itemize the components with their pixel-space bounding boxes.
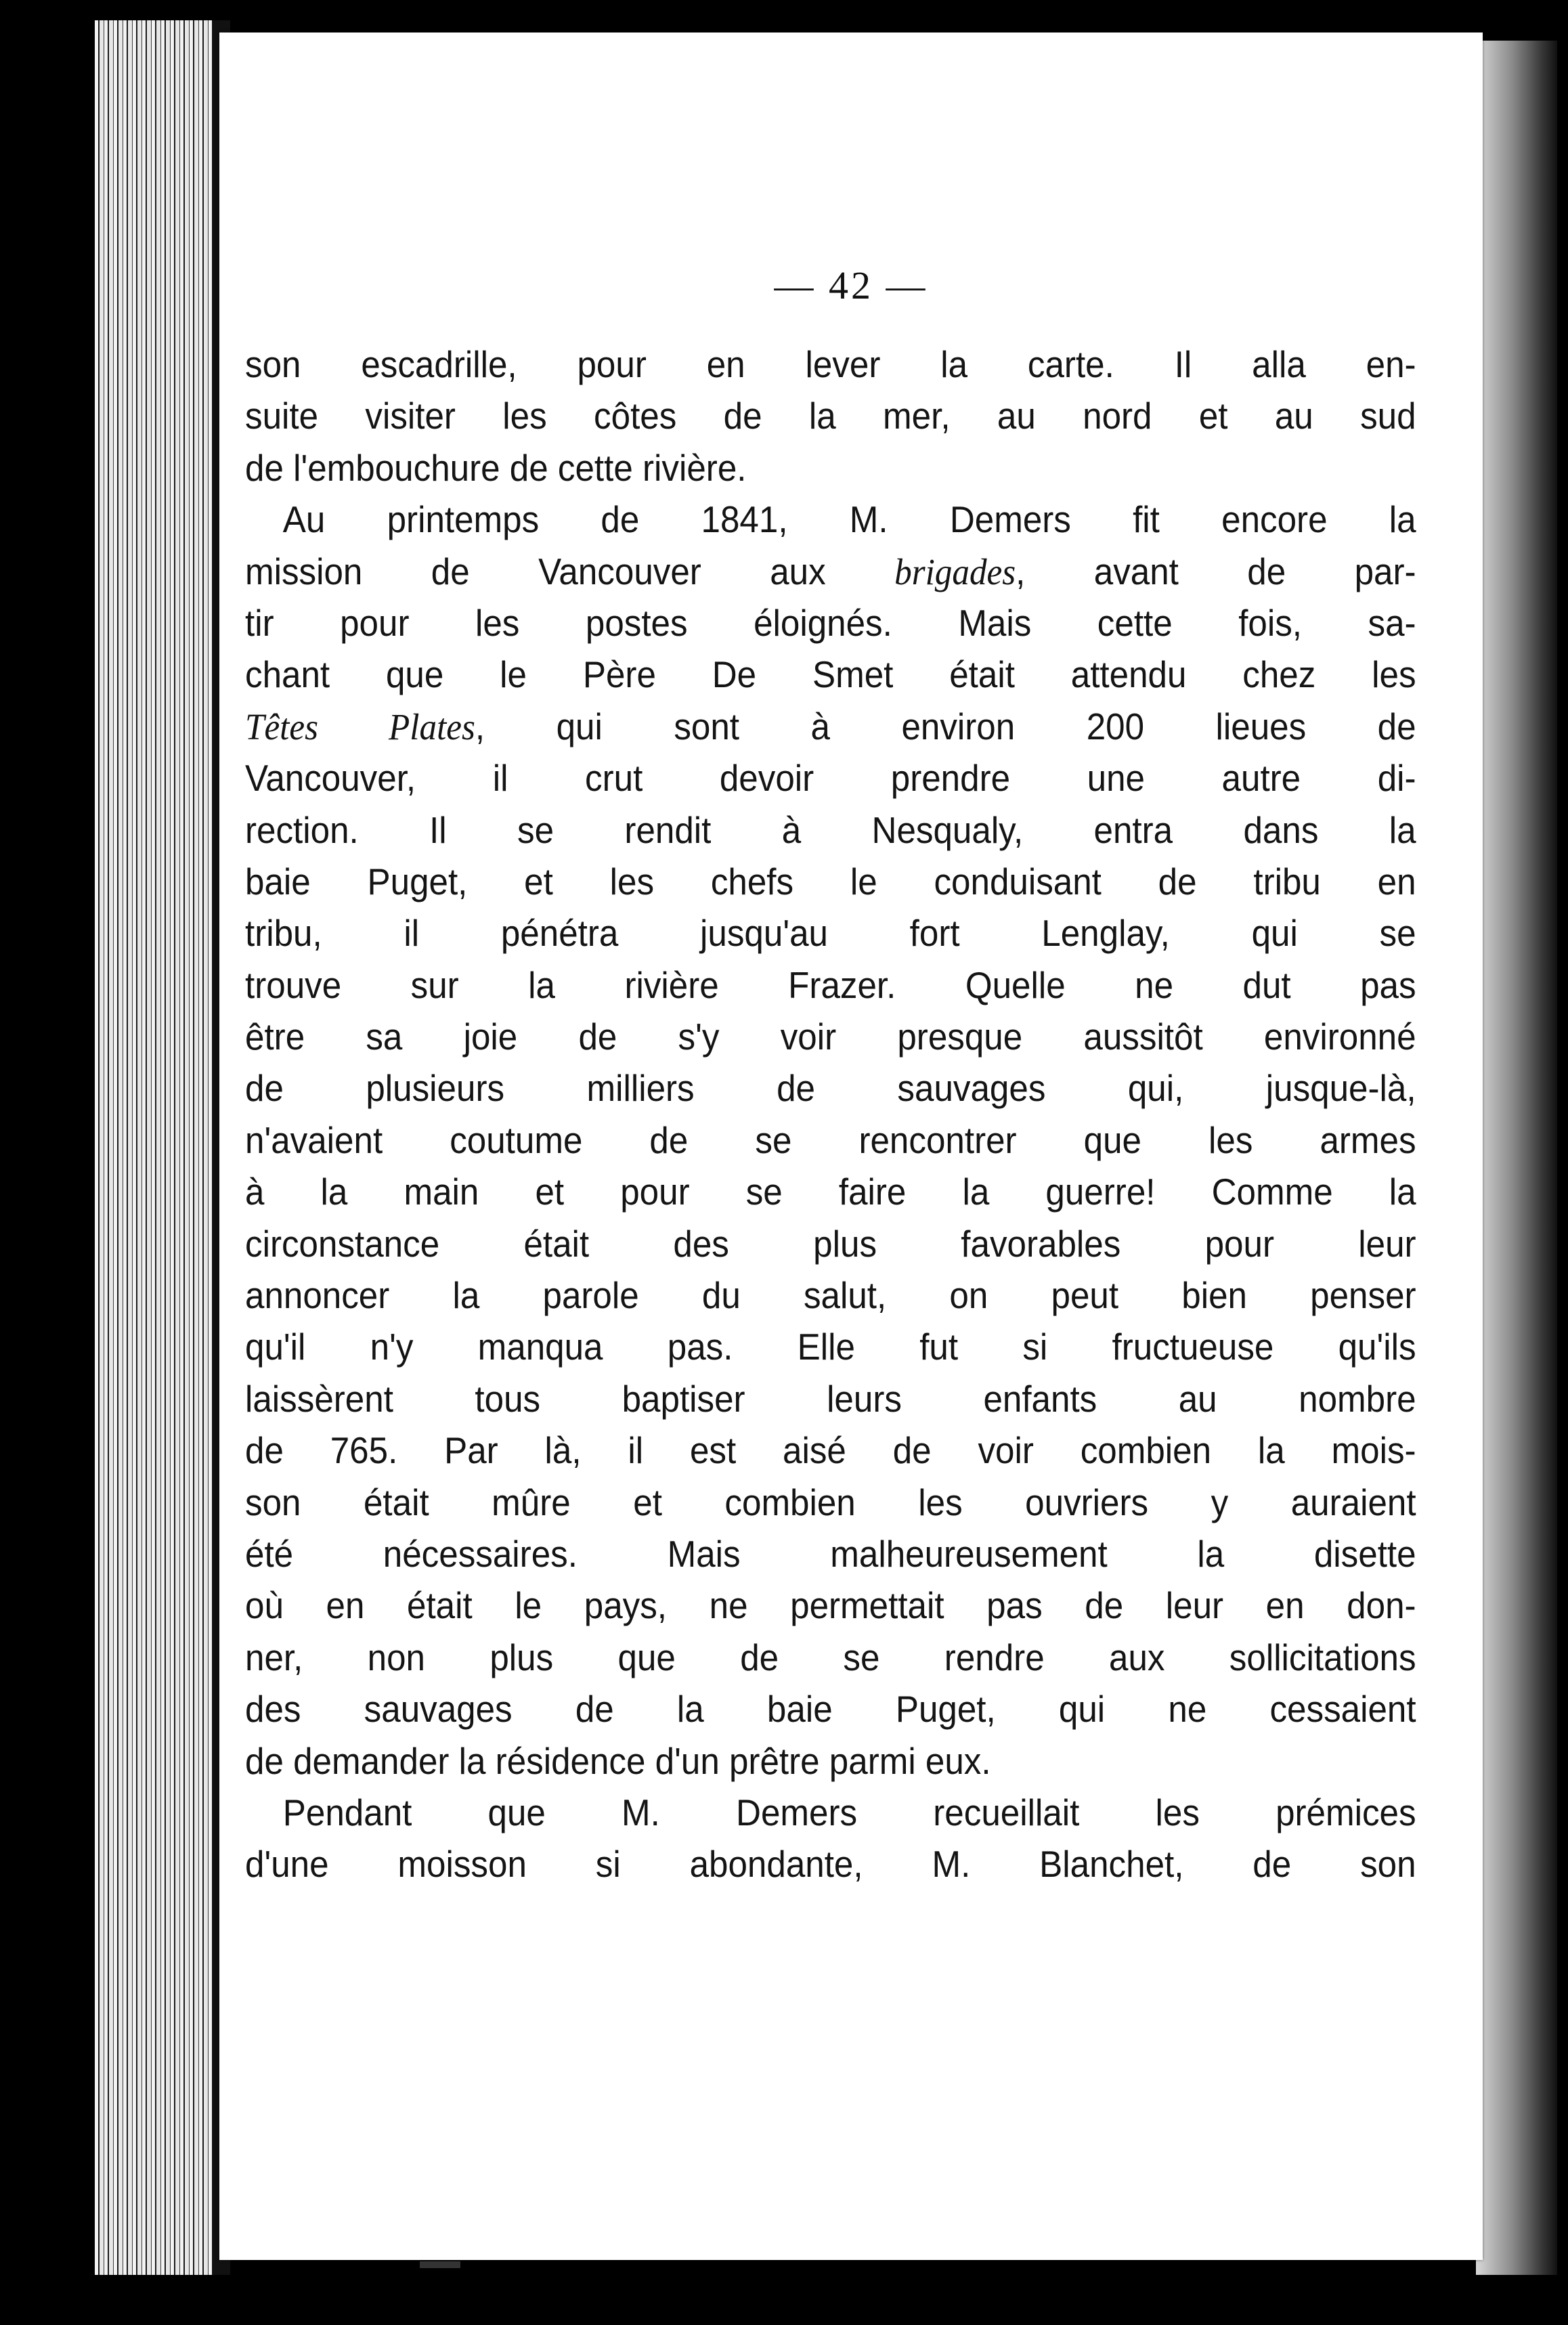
book-page-edges <box>95 20 230 2275</box>
text-line <box>245 1528 1416 1580</box>
text-line <box>245 1838 1416 1890</box>
italic-text: brigades <box>894 550 1016 592</box>
italic-text: Têtes Plates <box>245 705 475 747</box>
text-line <box>245 339 1416 390</box>
text-segment: à la main et pour se faire la guerre! Comme la <box>245 1171 1416 1213</box>
text-segment: chant que le Père De Smet était attendu chez les <box>245 653 1416 696</box>
text-segment: qu'il n'y manqua pas. Elle fut si fructueuse qu'ils <box>245 1326 1416 1368</box>
text-line <box>245 1683 1416 1735</box>
text-segment: des sauvages de la baie Puget, qui ne cessaient <box>245 1688 1416 1731</box>
page-number: — 42 — <box>774 263 928 307</box>
text-line <box>245 959 1416 1011</box>
text-segment: n'avaient coutume de se rencontrer que les armes <box>245 1118 1416 1161</box>
text-line <box>245 649 1416 700</box>
text-line <box>245 1062 1416 1114</box>
text-segment: suite visiter les côtes de la mer, au nord et au sud <box>245 395 1416 437</box>
scan-artifact <box>420 2261 460 2268</box>
text-line <box>245 1321 1416 1372</box>
text-line <box>245 1218 1416 1269</box>
text-line <box>245 1166 1416 1217</box>
text-line <box>245 1632 1416 1683</box>
text-line <box>245 1269 1416 1321</box>
text-line <box>245 597 1416 649</box>
text-segment: de demander la résidence d'un prêtre parmi eux. <box>245 1739 991 1782</box>
text-line <box>245 907 1416 959</box>
text-line <box>245 701 1416 752</box>
text-segment: , qui sont à environ 200 lieues de <box>475 705 1416 747</box>
text-segment: mission de Vancouver aux <box>245 550 895 592</box>
text-segment: rection. Il se rendit à Nesqualy, entra dans la <box>245 808 1416 851</box>
text-segment: annoncer la parole du salut, on peut bien penser <box>245 1274 1416 1317</box>
text-segment: d'une moisson si abondante, M. Blanchet, de son <box>245 1843 1416 1886</box>
text-segment: Pendant que M. Demers recueillait les prémices <box>282 1791 1416 1833</box>
text-line <box>245 546 1416 597</box>
text-segment: trouve sur la rivière Frazer. Quelle ne dut pas <box>245 963 1416 1006</box>
text-segment: tir pour les postes éloignés. Mais cette fois, sa- <box>245 601 1416 644</box>
text-segment: Au printemps de 1841, M. Demers fit encore la <box>282 498 1416 541</box>
text-segment: son était mûre et combien les ouvriers y auraient <box>245 1481 1416 1523</box>
text-segment: laissèrent tous baptiser leurs enfants au nombre <box>245 1377 1416 1420</box>
text-line <box>245 442 1416 494</box>
text-line <box>245 804 1416 856</box>
text-line <box>245 1787 1416 1838</box>
text-segment: où en était le pays, ne permettait pas de leur en don- <box>245 1584 1416 1627</box>
text-segment: ner, non plus que de se rendre aux sollicitations <box>245 1636 1416 1678</box>
text-segment: Vancouver, il crut devoir prendre une autre di- <box>245 757 1416 800</box>
text-line <box>245 1735 1416 1787</box>
text-segment: , avant de par- <box>1016 550 1416 592</box>
text-line <box>245 1425 1416 1476</box>
text-segment: de plusieurs milliers de sauvages qui, jusque-là, <box>245 1067 1416 1110</box>
text-segment: tribu, il pénétra jusqu'au fort Lenglay, qui se <box>245 912 1416 955</box>
text-line <box>245 1477 1416 1528</box>
text-segment: son escadrille, pour en lever la carte. Il alla en- <box>245 343 1416 385</box>
text-segment: circonstance était des plus favorables pour leur <box>245 1222 1416 1265</box>
text-segment: baie Puget, et les chefs le conduisant de tribu en <box>245 860 1416 903</box>
text-segment: être sa joie de s'y voir presque aussitôt environné <box>245 1016 1416 1058</box>
text-line <box>245 1011 1416 1062</box>
body-text <box>245 339 1416 1890</box>
book-right-edge <box>1476 41 1557 2275</box>
text-line <box>245 856 1416 907</box>
text-line <box>245 1580 1416 1631</box>
text-line <box>245 1114 1416 1166</box>
text-segment: de l'embouchure de cette rivière. <box>245 446 747 489</box>
text-line <box>245 390 1416 441</box>
text-line <box>245 752 1416 804</box>
text-segment: de 765. Par là, il est aisé de voir combien la mois- <box>245 1429 1416 1472</box>
text-segment: été nécessaires. Mais malheureusement la disette <box>245 1532 1416 1575</box>
text-line <box>245 494 1416 545</box>
text-line <box>245 1373 1416 1425</box>
